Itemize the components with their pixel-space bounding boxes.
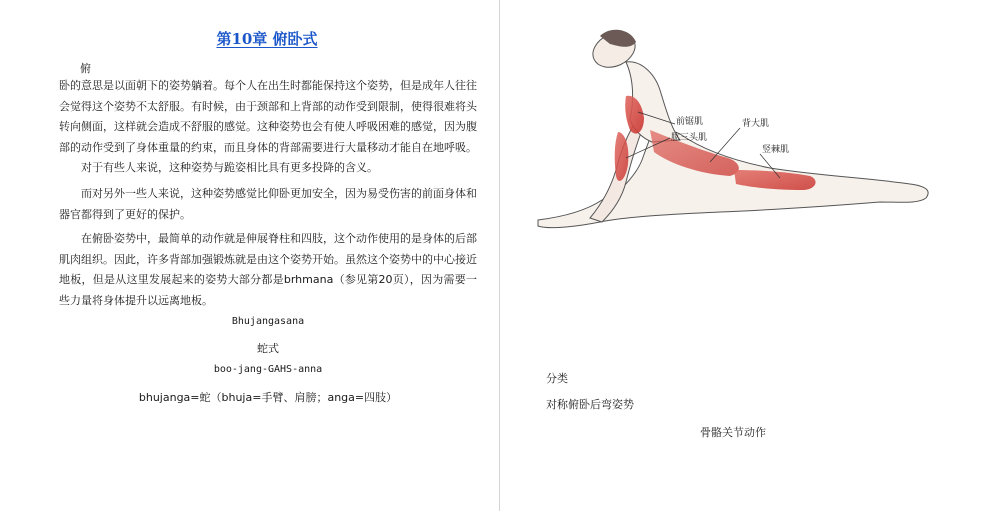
pose-chinese-name: 蛇式 xyxy=(257,342,279,355)
pose-etymology: bhujanga=蛇（bhuja=手臂、肩膀；anga=四肢） xyxy=(138,391,398,404)
classification-heading: 分类 xyxy=(546,372,568,385)
paragraph-surrender: 对于有些人来说，这种姿势与跪姿相比具有更多投降的含义。 xyxy=(81,161,378,174)
label-serratus: 前锯肌 xyxy=(676,117,704,127)
label-triceps: 肱三头肌 xyxy=(671,133,708,143)
drop-heading-char: 俯 xyxy=(80,62,91,75)
label-latissimus: 背大肌 xyxy=(742,119,770,129)
joint-actions-heading: 骨骼关节动作 xyxy=(700,426,766,439)
paragraph-intro: 卧的意思是以面朝下的姿势躺着。每个人在出生时都能保持这个姿势，但是成年人往往会觉得这个姿势不太舒服。有时候，由于颈部和上背部的动作受到限制，使得很难将头转向侧面，这样就会造成不舒服的感觉。这种姿势也会有使人呼吸困难的感觉，因为腹部的动作受到了身体重量的约束，而且身体的背部需要进行大量移动才能自在地呼吸。 xyxy=(59,79,477,154)
pose-sanskrit-name: Bhujangasana xyxy=(231,316,305,327)
chapter-title[interactable]: 第10章 俯卧式 xyxy=(216,30,318,48)
pose-pronunciation: boo-jang-GAHS-anna xyxy=(213,364,323,375)
paragraph-movement: 在俯卧姿势中，最简单的动作就是伸展脊柱和四肢，这个动作使用的是身体的后部肌肉组织。因此，许多背部加强锻炼就是由这个姿势开始。虽然这个姿势中的中心接近地板，但是从这里发展起来的姿势大部分都是brhmana（参见第20页），因为需要一些力量将身体提升以远离地板。 xyxy=(59,232,477,307)
paragraph-safety: 而对另外一些人来说，这种姿势感觉比仰卧更加安全，因为易受伤害的前面身体和器官都得到了更好的保护。 xyxy=(59,187,477,221)
classification-value: 对称俯卧后弯姿势 xyxy=(546,398,634,411)
left-page xyxy=(0,0,499,511)
cobra-pose-anatomy-illustration xyxy=(530,20,950,240)
right-page xyxy=(500,0,1000,511)
label-erector: 竖棘肌 xyxy=(762,145,790,155)
